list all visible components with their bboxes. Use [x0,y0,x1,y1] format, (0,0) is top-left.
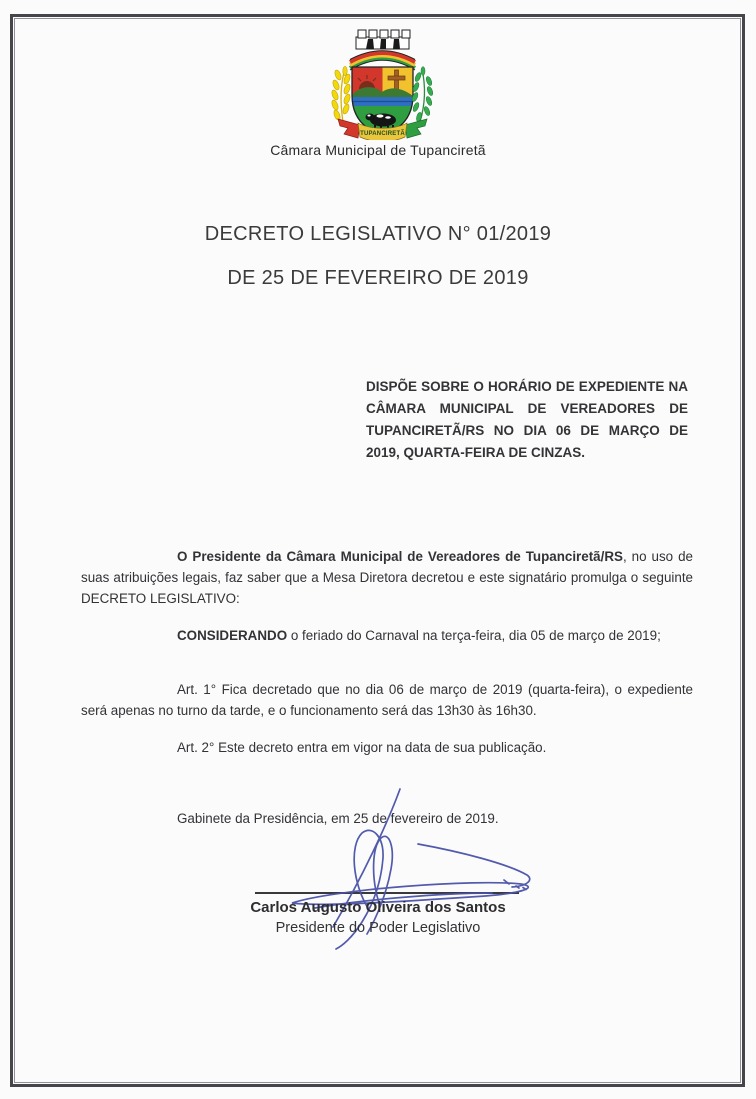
wheat-branch-icon [331,66,352,122]
signature-block [198,897,558,939]
crest-ribbon-text: TUPANCIRETÃ [360,131,405,137]
preamble-rest-text: , no uso de suas atribuições legais, faz saber que a Mesa Diretora decretou e este signatário promulga o seguinte DECRETO LEGISLATIVO: [81,549,694,606]
article-1-paragraph: Art. 1° Fica decretado que no dia 06 de março de 2019 (quarta-feira), o expediente será apenas no turno da tarde, e o funcionamento será das 13h30 às 16h30. [81,682,693,718]
decree-title: DECRETO LEGISLATIVO N° 01/2019 [204,223,552,245]
municipal-coat-of-arms [320,27,445,140]
signer-name: Carlos Augusto Oliveira dos Santos [250,899,506,916]
signer-role: Presidente do Poder Legislativo [275,920,481,936]
preamble-paragraph [81,546,693,609]
considerando-bold-text: CONSIDERANDO [177,628,288,643]
institution-caption: Câmara Municipal de Tupanciretã [270,142,486,158]
decree-summary: DISPÕE SOBRE O HORÁRIO DE EXPEDIENTE NA CÂMARA MUNICIPAL DE VEREADORES DE TUPANCIRETÃ/RS NO DIA 06 DE MARÇO DE 2019, QUARTA-FEIRA DE CINZAS. [366,379,688,460]
closing-line: Gabinete da Presidência, em 25 de fevereiro de 2019. [177,811,499,826]
article-2-paragraph: Art. 2° Este decreto entra em vigor na data de sua publicação. [177,740,547,755]
preamble-bold-text: O Presidente da Câmara Municipal de Vereadores de Tupanciretã/RS [177,549,623,564]
considerando-rest-text: o feriado do Carnaval na terça-feira, dia 05 de março de 2019; [287,628,661,643]
olive-branch-icon [411,67,434,123]
considerando-paragraph [81,625,693,646]
decree-date-title: DE 25 DE FEVEREIRO DE 2019 [227,267,529,289]
mural-crown-icon [356,30,410,49]
